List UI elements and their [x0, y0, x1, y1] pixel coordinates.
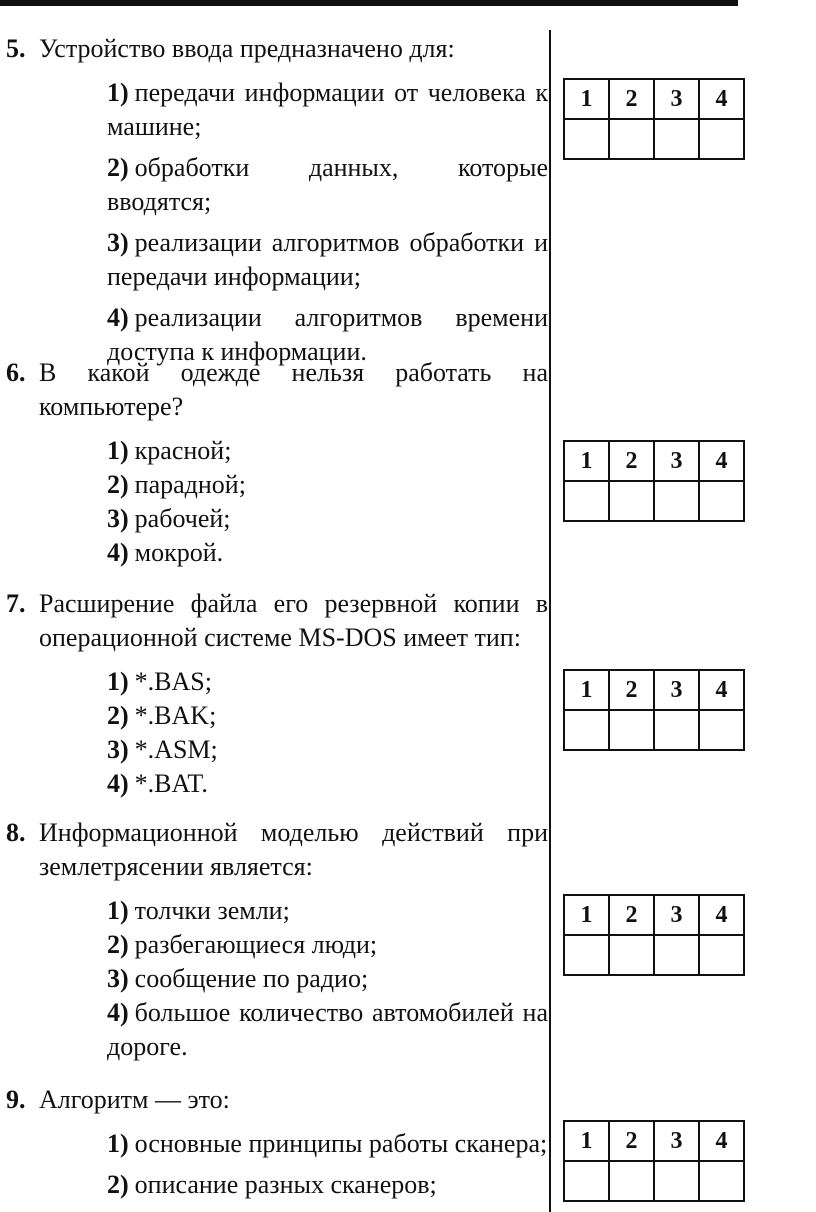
grid-header-1: 1: [564, 441, 609, 481]
grid-header-1: 1: [564, 1121, 609, 1161]
grid-header-2: 2: [609, 670, 654, 710]
option-1: 1) *.BAS;: [107, 667, 212, 696]
question-number: 5.: [6, 34, 26, 63]
option-3: 3) *.ASM;: [107, 735, 218, 764]
answer-grid-7: [563, 669, 745, 751]
option-1: 1) красной;: [107, 436, 232, 465]
grid-header-3: 3: [654, 1121, 699, 1161]
answer-cell-4[interactable]: [699, 119, 744, 159]
answer-cell-3[interactable]: [654, 935, 699, 975]
answer-cell-4[interactable]: [699, 1161, 744, 1201]
grid-header-4: 4: [699, 441, 744, 481]
option-list: [107, 1127, 548, 1202]
question-7: [0, 587, 548, 801]
question-stem: [6, 816, 548, 884]
grid-header-3: 3: [654, 441, 699, 481]
grid-header-2: 2: [609, 895, 654, 935]
answer-cell-2[interactable]: [609, 1161, 654, 1201]
option-4: 4) мокрой.: [107, 538, 224, 567]
option-list: [107, 894, 548, 1064]
option-list: [107, 76, 548, 369]
option-2: 2) парадной;: [107, 470, 246, 499]
grid-header-1: 1: [564, 79, 609, 119]
answer-grid-9: [563, 1120, 745, 1202]
grid-header-3: 3: [654, 79, 699, 119]
question-text: Алгоритм — это:: [39, 1085, 230, 1114]
question-stem: [6, 356, 548, 424]
answer-cell-1[interactable]: [564, 935, 609, 975]
grid-header-4: 4: [699, 670, 744, 710]
question-stem: [6, 587, 548, 655]
answer-cell-3[interactable]: [654, 481, 699, 521]
answer-cell-4[interactable]: [699, 481, 744, 521]
question-stem: [6, 32, 548, 66]
answer-cell-1[interactable]: [564, 710, 609, 750]
question-6: [0, 356, 548, 570]
grid-header-2: 2: [609, 1121, 654, 1161]
question-stem: [6, 1083, 548, 1117]
question-number: 7.: [6, 589, 26, 618]
answer-cell-1[interactable]: [564, 481, 609, 521]
answer-grid-5: [563, 78, 745, 160]
answer-cell-1[interactable]: [564, 119, 609, 159]
answer-cell-2[interactable]: [609, 935, 654, 975]
option-3: 3) сообщение по радио;: [107, 964, 369, 993]
option-3: 3) реализации алгоритмов обработки и передачи информации;: [107, 228, 548, 291]
answer-cell-3[interactable]: [654, 119, 699, 159]
question-text: Устройство ввода предназначено для:: [39, 34, 455, 63]
question-8: [0, 816, 548, 1064]
question-number: 8.: [6, 818, 26, 847]
option-1: 1) толчки земли;: [107, 896, 290, 925]
option-2: 2) описание разных сканеров;: [107, 1170, 437, 1199]
option-1: 1) передачи информации от человека к машине;: [107, 78, 548, 141]
grid-header-1: 1: [564, 895, 609, 935]
answer-cell-1[interactable]: [564, 1161, 609, 1201]
option-4: 4) реализации алгоритмов времени доступа к информации.: [107, 303, 548, 366]
answer-cell-4[interactable]: [699, 710, 744, 750]
option-2: 2) *.BAK;: [107, 701, 217, 730]
answer-cell-4[interactable]: [699, 935, 744, 975]
grid-header-4: 4: [699, 1121, 744, 1161]
option-list: [107, 665, 548, 801]
grid-header-4: 4: [699, 895, 744, 935]
question-text: Расширение файла его резервной копии в операционной системе MS-DOS имеет тип:: [39, 589, 548, 652]
grid-header-1: 1: [564, 670, 609, 710]
answer-grid-6: [563, 440, 745, 522]
option-2: 2) разбегающиеся люди;: [107, 930, 378, 959]
answer-grid-8: [563, 894, 745, 976]
question-5: [0, 32, 548, 369]
answer-cell-3[interactable]: [654, 710, 699, 750]
question-text: В какой одежде нельзя работать на компьютере?: [39, 358, 548, 421]
grid-header-3: 3: [654, 670, 699, 710]
column-divider: [549, 30, 551, 1212]
option-list: [107, 434, 548, 570]
question-number: 6.: [6, 358, 26, 387]
question-9: [0, 1083, 548, 1202]
answer-cell-3[interactable]: [654, 1161, 699, 1201]
question-text: Информационной моделью действий при землетрясении является:: [39, 818, 548, 881]
option-4: 4) большое количество автомобилей на дороге.: [107, 998, 548, 1061]
answer-cell-2[interactable]: [609, 710, 654, 750]
grid-header-3: 3: [654, 895, 699, 935]
grid-header-2: 2: [609, 79, 654, 119]
grid-header-4: 4: [699, 79, 744, 119]
top-rule: [0, 0, 738, 6]
option-4: 4) *.BAT.: [107, 769, 208, 798]
option-2: 2) обработки данных, которые вводятся;: [107, 153, 548, 216]
answer-cell-2[interactable]: [609, 119, 654, 159]
option-1: 1) основные принципы работы сканера;: [107, 1129, 548, 1158]
answer-cell-2[interactable]: [609, 481, 654, 521]
question-number: 9.: [6, 1085, 26, 1114]
grid-header-2: 2: [609, 441, 654, 481]
option-3: 3) рабочей;: [107, 504, 231, 533]
